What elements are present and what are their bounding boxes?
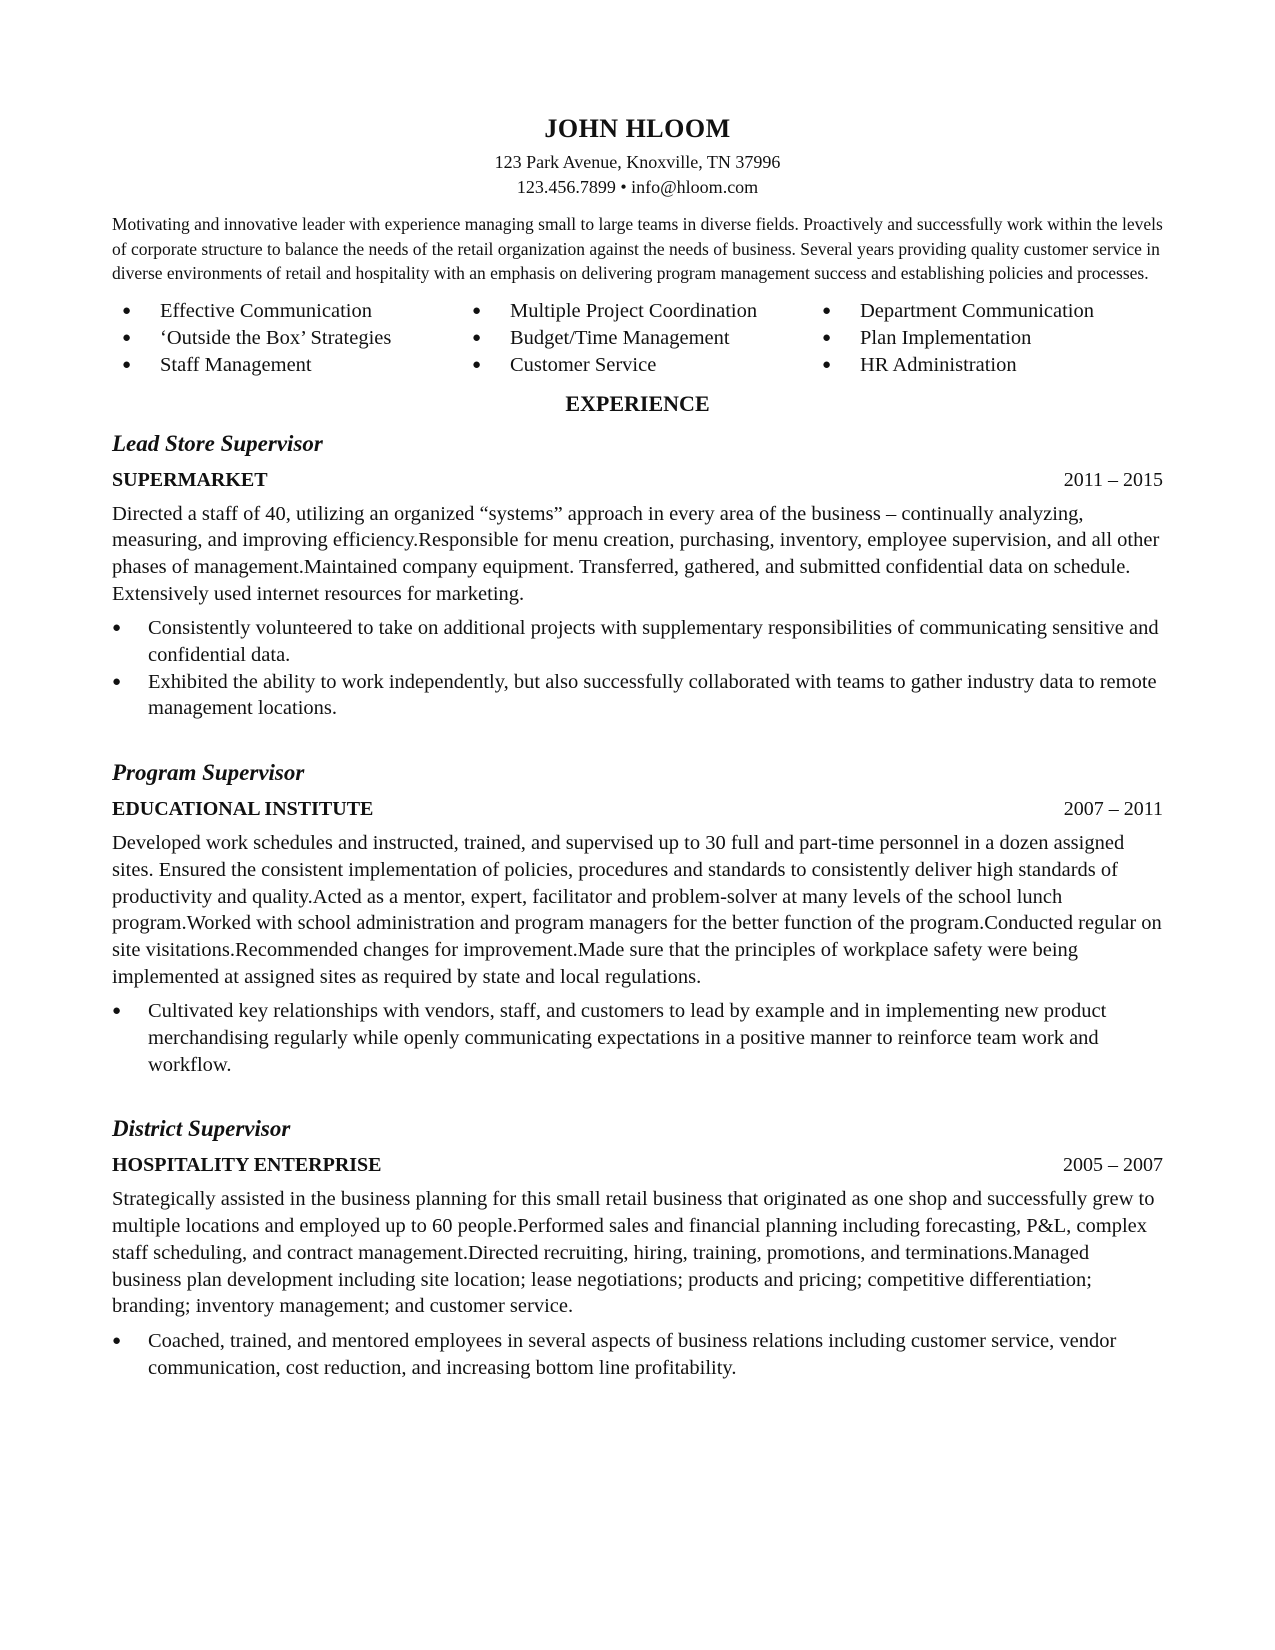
bullet-icon: ● [822,356,832,373]
bullet-icon: ● [472,302,482,319]
skill-item [812,325,1152,352]
skill-item [112,325,462,352]
list-item [112,615,1163,668]
bullet-icon: ● [122,356,132,373]
skill-label: Customer Service [510,353,657,376]
bullet-icon: ● [822,329,832,346]
skill-item [812,298,1152,325]
list-item [112,1328,1163,1381]
job-description: Strategically assisted in the business planning for this small retail business that originated as one shop and successfully grew to multiple locations and employed up to 60 people.Performed sales and financial planning including forecasting, P&L, complex staff scheduling, and contract management.Directed recruiting, hiring, training, promotions, and terminations.Managed business plan development including site location; lease negotiations; products and pricing; competitive differentiation; branding; inventory management; and customer service. [112,1188,1155,1318]
skill-item [462,325,812,352]
address-line: 123 Park Avenue, Knoxville, TN 37996 [494,152,781,172]
skill-item [462,298,812,325]
skill-label: Budget/Time Management [510,326,730,349]
job-title: District Supervisor [112,1116,291,1142]
bullet-icon: ● [112,1332,122,1349]
list-item [112,998,1163,1078]
job-description: Developed work schedules and instructed, trained, and supervised up to 30 full and part-time personnel in a dozen assigned sites. Ensured the consistent implementation of policies, procedures and standards to consistently deliver high standards of productivity and quality.Acted as a mentor, expert, facilitator and problem-solver at many levels of the school lunch program.Worked with school administration and program managers for the better function of the program.Conducted regular on site visitations.Recommended changes for improvement.Made sure that the principles of workplace safety were being implemented at assigned sites as required by state and local regulations. [112,832,1162,988]
company-name: SUPERMARKET [112,468,268,491]
company-name: HOSPITALITY ENTERPRISE [112,1154,382,1177]
bullet-text: Consistently volunteered to take on additional projects with supplementary responsibilities of communicating sensitive and confidential data. [148,617,1159,667]
job-entry [112,756,1163,1078]
job-dates: 2005 – 2007 [1063,1154,1163,1177]
bullet-icon: ● [122,302,132,319]
bullet-text: Cultivated key relationships with vendors, staff, and customers to lead by example and in implementing new product merchandising regularly while openly communicating expectations in a positive manner to reinforce team work and workflow. [148,1000,1107,1076]
bullet-icon: ● [112,673,122,690]
job-bullets [112,615,1163,722]
candidate-name: JOHN HLOOM [544,114,731,143]
bullet-icon: ● [112,1003,122,1020]
experience-heading: EXPERIENCE [565,390,710,416]
skill-label: Department Communication [860,299,1094,322]
resume-header [112,0,1163,200]
job-bullets [112,998,1163,1078]
bullet-icon: ● [822,302,832,319]
skill-label: Staff Management [160,353,312,376]
skill-item [112,298,462,325]
bullet-text: Exhibited the ability to work independently, but also successfully collaborated with teams to gather industry data to remote management locations. [148,670,1157,720]
skill-label: HR Administration [860,353,1017,376]
professional-summary: Motivating and innovative leader with experience managing small to large teams in diverse fields. Proactively and successfully work within the levels of corporate structure to balance the needs of the retail organization against the needs of business. Several years providing quality customer service in diverse environments of retail and hospitality with an emphasis on delivering program management success and establishing policies and processes. [112,214,1163,283]
list-item [112,669,1163,722]
skill-label: ‘Outside the Box’ Strategies [160,326,392,349]
skill-label: Effective Communication [160,299,372,322]
skill-item [812,352,1152,379]
bullet-icon: ● [112,620,122,637]
job-entry [112,1112,1163,1381]
job-title: Program Supervisor [112,760,305,786]
skill-item [112,352,462,379]
phone-email-line: 123.456.7899 • info@hloom.com [516,177,759,197]
job-meta [112,794,1163,824]
job-meta [112,465,1163,495]
job-bullets [112,1328,1163,1381]
job-entry [112,427,1163,723]
skill-label: Multiple Project Coordination [510,299,758,322]
job-dates: 2007 – 2011 [1063,798,1163,821]
job-description: Directed a staff of 40, utilizing an organized “systems” approach in every area of the business – continually analyzing, measuring, and improving efficiency.Responsible for menu creation, purchasing, inventory, employee supervision, and all other phases of management.Maintained company equipment. Transferred, gathered, and submitted confidential data on schedule. Extensively used internet resources for marketing. [112,502,1160,605]
skills-grid [112,298,1163,379]
skill-label: Plan Implementation [860,326,1032,349]
company-name: EDUCATIONAL INSTITUTE [112,798,374,821]
skill-item [462,352,812,379]
bullet-text: Coached, trained, and mentored employees in several aspects of business relations including customer service, vendor communication, cost reduction, and increasing bottom line profitability. [148,1329,1117,1379]
bullet-icon: ● [122,329,132,346]
bullet-icon: ● [472,356,482,373]
job-meta [112,1150,1163,1180]
job-dates: 2011 – 2015 [1063,468,1163,491]
job-title: Lead Store Supervisor [112,430,323,456]
bullet-icon: ● [472,329,482,346]
